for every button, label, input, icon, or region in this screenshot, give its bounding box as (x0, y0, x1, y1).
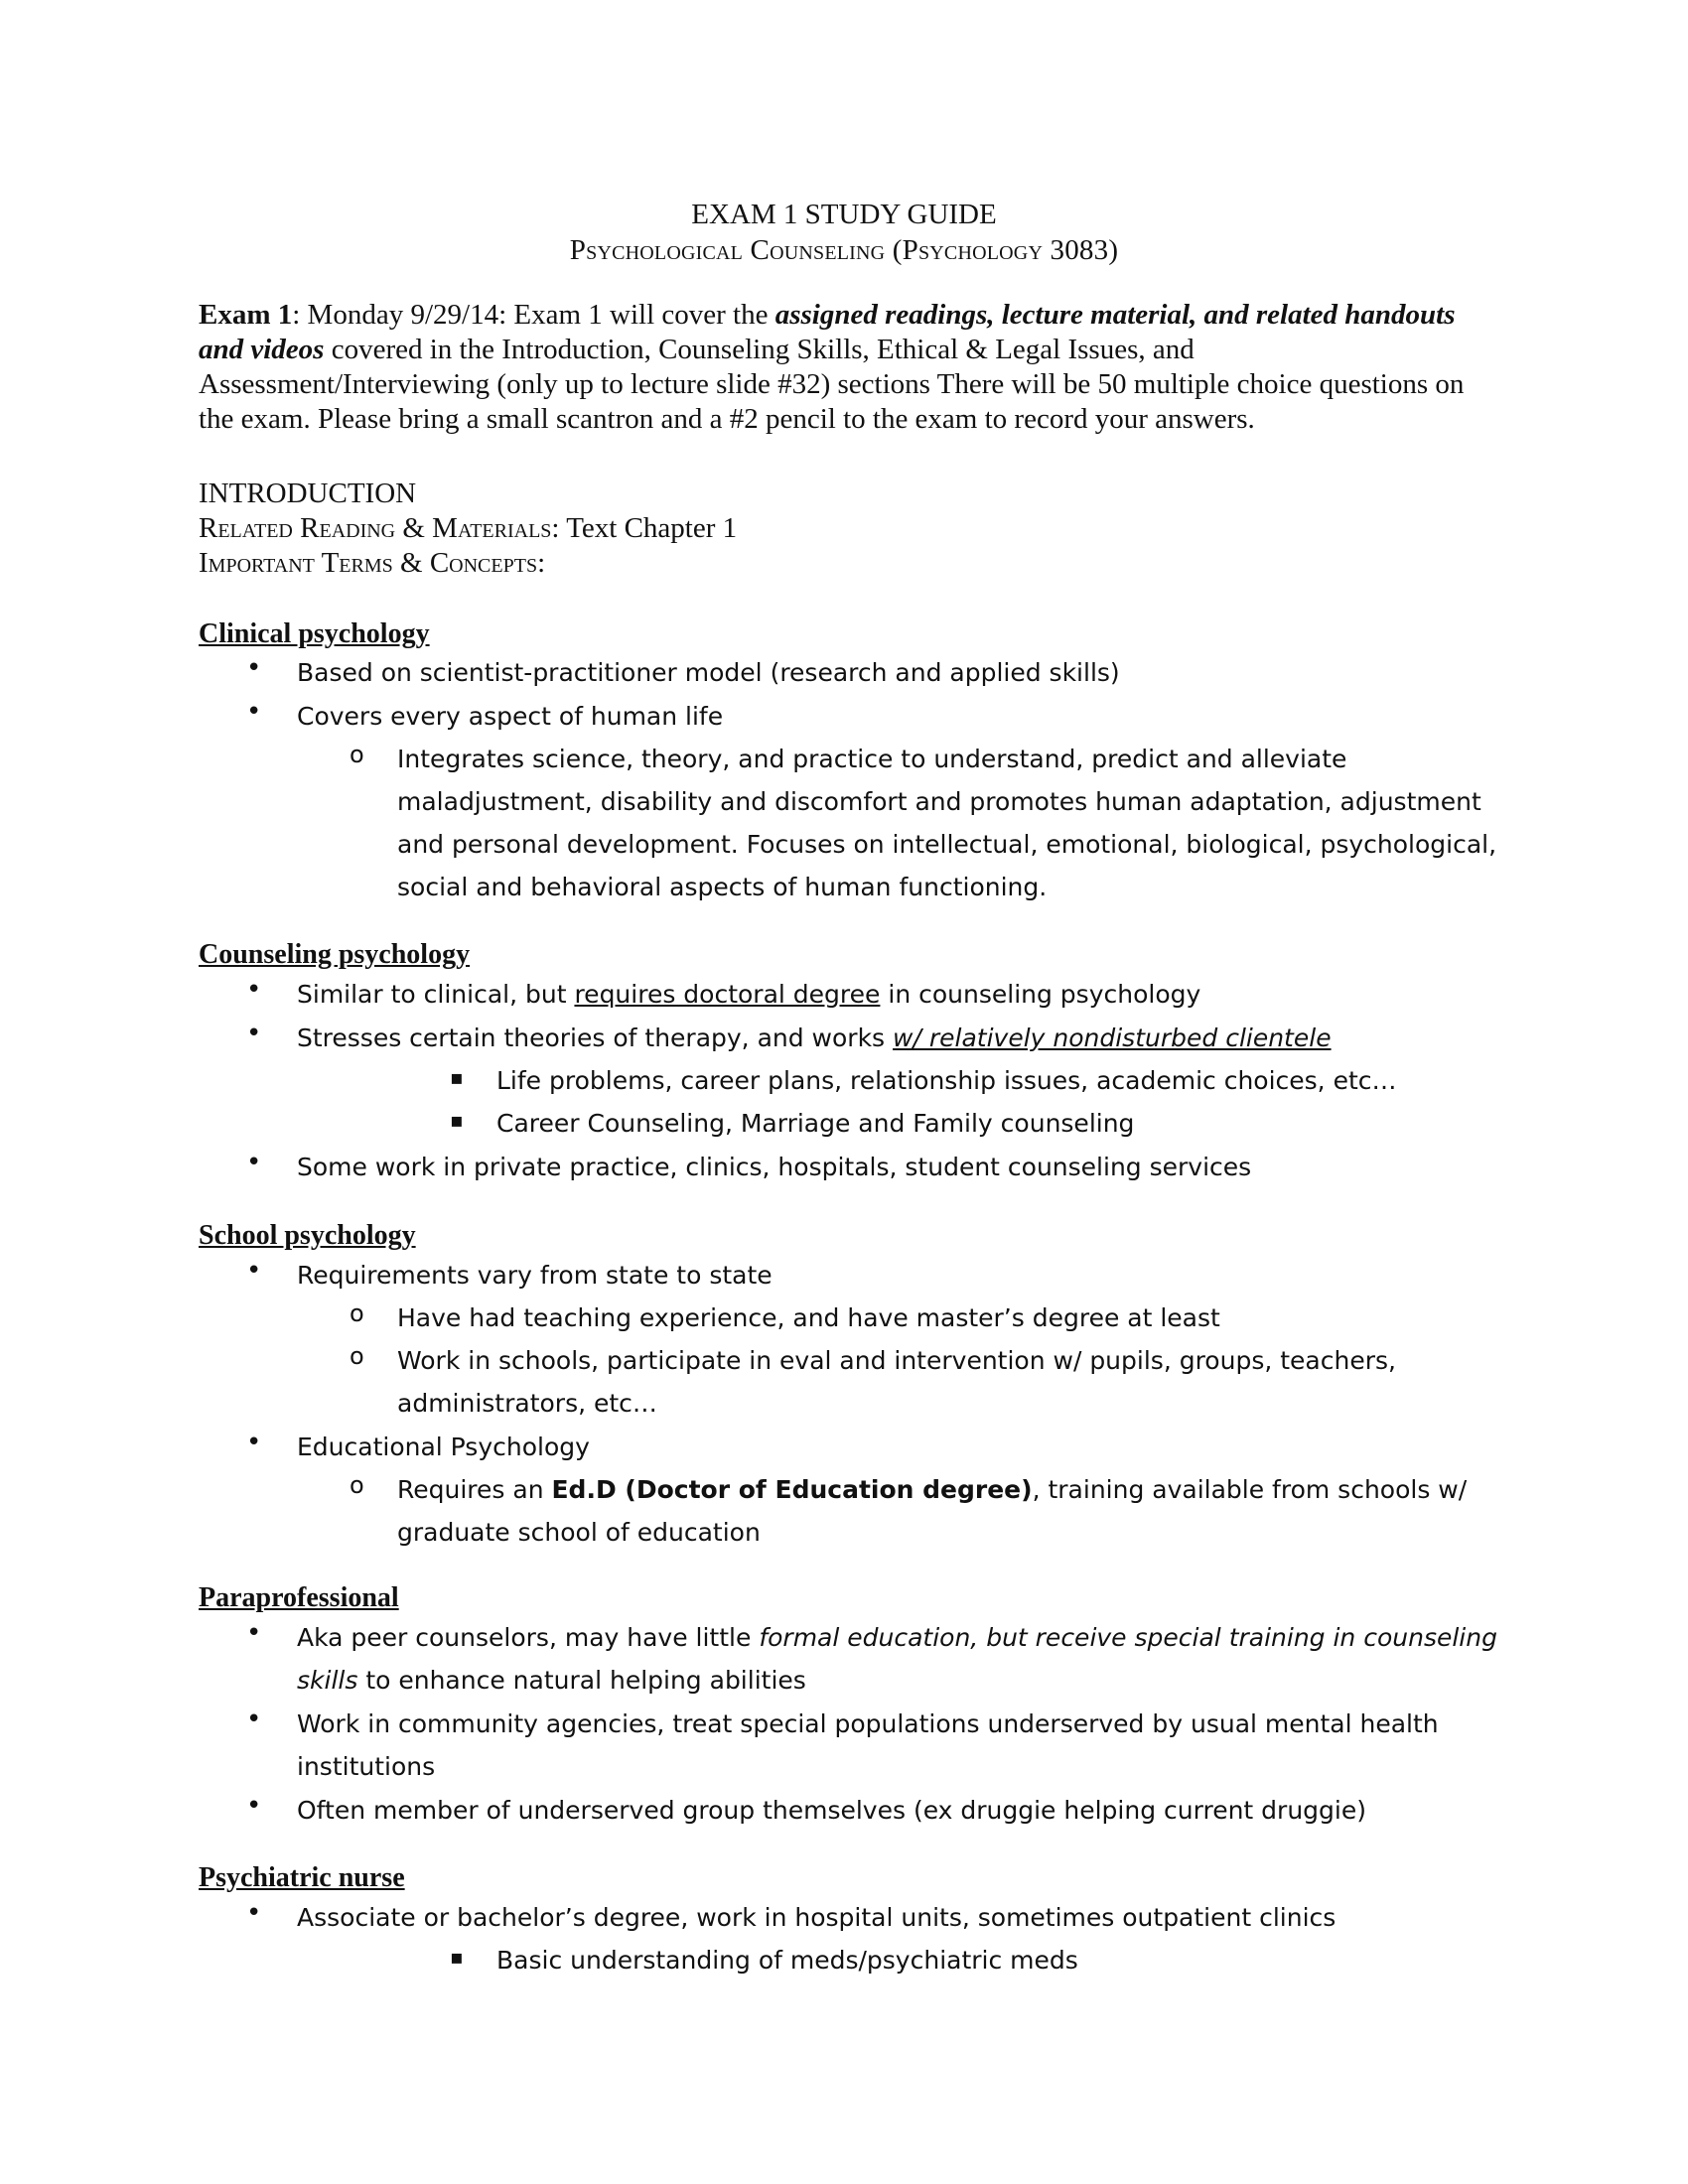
clinical-bullet-1: Based on scientist-practitioner model (research and applied skills) (297, 658, 1120, 687)
school-s3-pre: Requires an (397, 1475, 552, 1504)
exam-label: Exam 1 (199, 299, 293, 331)
bullet-icon: • (246, 1898, 262, 1928)
bullet-icon: • (246, 1148, 262, 1177)
para-bullet-1-line-2 (297, 1659, 806, 1702)
related-reading-value: : Text Chapter 1 (551, 512, 738, 544)
bullet-icon: • (246, 975, 262, 1005)
bullet-icon: • (246, 697, 262, 727)
related-reading-line (199, 511, 737, 546)
counseling-bullet-3: Some work in private practice, clinics, hospitals, student counseling services (297, 1153, 1252, 1181)
counseling-heading: Counseling psychology (199, 939, 471, 970)
school-heading: School psychology (199, 1220, 416, 1251)
square-bullet-icon: ▪ (450, 1945, 464, 1969)
counseling-b2-emphasis: w/ relatively nondisturbed clientele (893, 1024, 1332, 1052)
circle-bullet-icon: o (350, 1471, 364, 1499)
important-terms-colon: : (537, 547, 546, 579)
clinical-sub-line-1: Integrates science, theory, and practice to understand, predict and alleviate (397, 745, 1347, 773)
bullet-icon: • (246, 1428, 262, 1457)
bullet-icon: • (246, 1791, 262, 1821)
clinical-sub-line-3: and personal development. Focuses on intellectual, emotional, biological, psychological, (397, 830, 1497, 859)
school-sub-2-line-2: administrators, etc… (397, 1389, 657, 1418)
bullet-icon: • (246, 653, 262, 683)
school-sub-2-line-1: Work in schools, participate in eval and intervention w/ pupils, groups, teachers, (397, 1346, 1396, 1375)
clinical-bullet-2: Covers every aspect of human life (297, 702, 724, 731)
clinical-sub-line-4: social and behavioral aspects of human functioning. (397, 873, 1048, 901)
para-b1-l2-italic: skills (297, 1666, 358, 1695)
para-heading: Paraprofessional (199, 1582, 399, 1613)
document-title: EXAM 1 STUDY GUIDE (691, 199, 997, 230)
school-sub-1: Have had teaching experience, and have master’s degree at least (397, 1303, 1220, 1332)
counseling-b1-post: in counseling psychology (880, 980, 1201, 1009)
counseling-square-1: Life problems, career plans, relationship issues, academic choices, etc… (496, 1066, 1397, 1095)
para-bullet-1-line-1 (297, 1616, 1497, 1659)
square-bullet-icon: ▪ (450, 1065, 464, 1089)
important-terms-label: Important Terms & Concepts (199, 547, 538, 579)
bullet-icon: • (246, 1019, 262, 1048)
circle-bullet-icon: o (350, 1342, 364, 1370)
para-bullet-3: Often member of underserved group themselves (ex druggie helping current druggie) (297, 1796, 1366, 1825)
counseling-b1-pre: Similar to clinical, but (297, 980, 575, 1009)
important-terms-line (199, 546, 545, 581)
para-b1-l2-post: to enhance natural helping abilities (357, 1666, 806, 1695)
para-b1-italic: formal education, but receive special training in counseling (759, 1623, 1497, 1652)
nurse-bullet-1: Associate or bachelor’s degree, work in hospital units, sometimes outpatient clinics (297, 1903, 1336, 1932)
school-s3-bold: Ed.D (Doctor of Education degree) (551, 1475, 1033, 1504)
square-bullet-icon: ▪ (450, 1108, 464, 1132)
counseling-bullet-1 (297, 973, 1200, 1016)
bullet-icon: • (246, 1705, 262, 1734)
nurse-square-1: Basic understanding of meds/psychiatric meds (496, 1946, 1078, 1975)
counseling-b2-pre: Stresses certain theories of therapy, and works (297, 1024, 894, 1052)
school-sub-3-line-1 (397, 1468, 1467, 1511)
exam-intro-paragraph (199, 298, 1489, 437)
school-bullet-2: Educational Psychology (297, 1433, 590, 1461)
counseling-bullet-2 (297, 1017, 1332, 1059)
circle-bullet-icon: o (350, 1299, 364, 1327)
clinical-sub-line-2: maladjustment, disability and discomfort and promotes human adaptation, adjustment (397, 787, 1481, 816)
bullet-icon: • (246, 1618, 262, 1648)
school-sub-3-line-2: graduate school of education (397, 1518, 761, 1547)
intro-emphasis: assigned readings, lecture material, and related handouts and videos (199, 299, 1456, 365)
counseling-b1-underline: requires doctoral degree (574, 980, 881, 1009)
section-heading: INTRODUCTION (199, 478, 417, 509)
nurse-heading: Psychiatric nurse (199, 1862, 405, 1893)
related-reading-label: Related Reading & Materials (199, 512, 552, 544)
para-bullet-2-line-1: Work in community agencies, treat special populations underserved by usual mental health (297, 1709, 1439, 1738)
circle-bullet-icon: o (350, 741, 364, 768)
para-bullet-2-line-2: institutions (297, 1752, 436, 1781)
intro-text-1: : Monday 9/29/14: Exam 1 will cover the (292, 299, 775, 331)
counseling-square-2: Career Counseling, Marriage and Family counseling (496, 1109, 1135, 1138)
document-subtitle: Psychological Counseling (Psychology 3083) (569, 234, 1119, 266)
para-b1-pre: Aka peer counselors, may have little (297, 1623, 760, 1652)
school-bullet-1: Requirements vary from state to state (297, 1261, 773, 1290)
bullet-icon: • (246, 1256, 262, 1286)
clinical-heading: Clinical psychology (199, 618, 430, 649)
school-s3-post: , training available from schools w/ (1032, 1475, 1468, 1504)
intro-text-2: covered in the Introduction, Counseling Skills, Ethical & Legal Issues, and Assessment/Interviewing (only up to lecture slide #32) sections There will be 50 multiple choice questions on the exam. Please bring a small scantron and a #2 pencil to the exam to record your answers. (199, 334, 1465, 435)
